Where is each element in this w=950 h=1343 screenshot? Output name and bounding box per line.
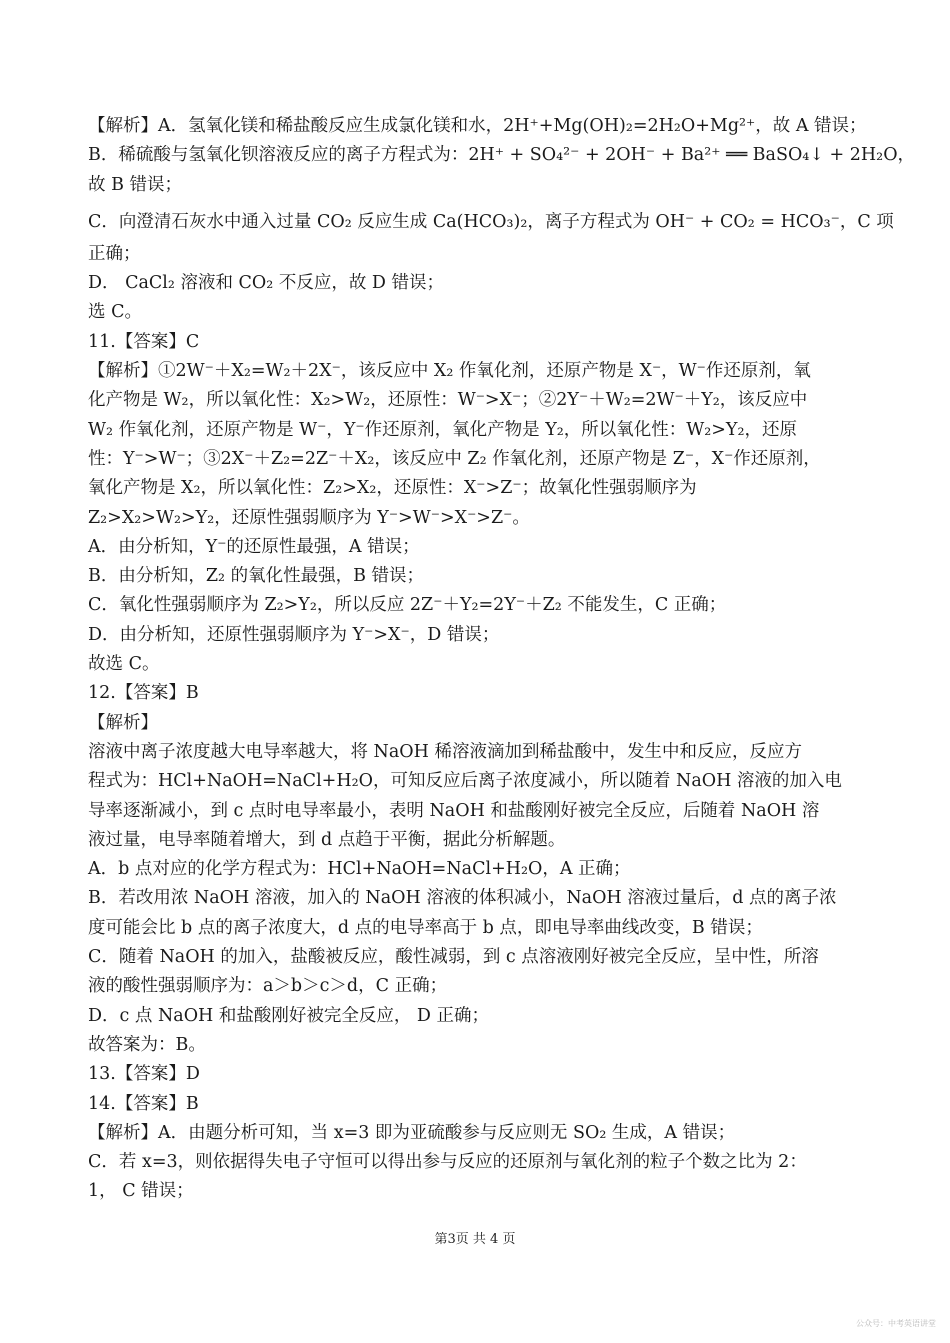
question-answer-heading: 12.【答案】B — [88, 683, 199, 704]
text-line: C．若 x=3，则依据得失电子守恒可以得出参与反应的还原剂与氧化剂的粒子个数之比为 2： — [88, 1152, 807, 1173]
watermark: 公众号：中考英语讲堂 — [856, 1319, 936, 1328]
text-line: 正确； — [88, 243, 141, 264]
text-line: 选 C。 — [88, 302, 142, 323]
text-line: 液的酸性强弱顺序为：a＞b＞c＞d，C 正确； — [88, 976, 448, 997]
question-answer-heading: 13.【答案】D — [88, 1064, 200, 1085]
text-line: W₂ 作氧化剂，还原产物是 W⁻，Y⁻作还原剂，氧化产物是 Y₂，所以氧化性：W₂>Y₂，还原 — [88, 419, 798, 440]
text-line: 氧化产物是 X₂，所以氧化性：Z₂>X₂，还原性：X⁻>Z⁻；故氧化性强弱顺序为 — [88, 478, 697, 499]
page-number-footer: 第3页 共 4 页 — [434, 1232, 516, 1247]
text-line: C．随着 NaOH 的加入，盐酸被反应，酸性减弱，到 c 点溶液刚好被完全反应，呈中性，所溶 — [88, 947, 819, 968]
question-answer-heading: 11.【答案】C — [88, 331, 200, 352]
text-line: 程式为：HCl+NaOH=NaCl+H₂O，可知反应后离子浓度减小，所以随着 NaOH 溶液的加入电 — [88, 771, 842, 792]
text-line: D．c 点 NaOH 和盐酸刚好被完全反应， D 正确； — [88, 1005, 490, 1026]
text-line: C．氧化性强弱顺序为 Z₂>Y₂，所以反应 2Z⁻＋Y₂=2Y⁻＋Z₂ 不能发生，C 正确； — [88, 595, 727, 616]
text-line: B．稀硫酸与氢氧化钡溶液反应的离子方程式为：2H⁺ + SO₄²⁻ + 2OH⁻ + Ba²⁺ ══ BaSO₄↓ + 2H₂O， — [88, 145, 916, 166]
text-line: 故 B 错误； — [88, 174, 182, 195]
question-answer-heading: 14.【答案】B — [88, 1093, 199, 1114]
text-line: 故答案为：B。 — [88, 1034, 206, 1055]
text-line: Z₂>X₂>W₂>Y₂，还原性强弱顺序为 Y⁻>W⁻>X⁻>Z⁻。 — [88, 507, 530, 528]
text-line: 性：Y⁻>W⁻；③2X⁻＋Z₂=2Z⁻＋X₂，该反应中 Z₂ 作氧化剂，还原产物是 Z⁻，X⁻作还原剂， — [88, 448, 821, 469]
text-line: A．由分析知，Y⁻的还原性最强，A 错误； — [88, 536, 420, 557]
text-line: D． CaCl₂ 溶液和 CO₂ 不反应，故 D 错误； — [88, 273, 445, 294]
text-line: 导率逐渐减小，到 c 点时电导率最小，表明 NaOH 和盐酸刚好被完全反应，后随着 NaOH 溶 — [88, 800, 820, 821]
text-line: 【解析】①2W⁻＋X₂=W₂＋2X⁻，该反应中 X₂ 作氧化剂，还原产物是 X⁻，W⁻作还原剂，氧 — [88, 361, 811, 382]
text-line: 1， C 错误； — [88, 1181, 194, 1202]
answer-content — [88, 112, 916, 1207]
text-line: 度可能会比 b 点的离子浓度大，d 点的电导率高于 b 点，即电导率曲线改变，B 错误； — [88, 917, 763, 938]
text-line: 化产物是 W₂，所以氧化性：X₂>W₂，还原性：W⁻>X⁻；②2Y⁻＋W₂=2W⁻＋Y₂，该反应中 — [88, 390, 808, 411]
text-line: 【解析】 — [88, 712, 158, 733]
text-line: 【解析】A．氢氧化镁和稀盐酸反应生成氯化镁和水，2H⁺+Mg(OH)₂=2H₂O+Mg²⁺，故 A 错误； — [88, 116, 867, 136]
text-line: 【解析】A．由题分析可知，当 x=3 即为亚硫酸参与反应则无 SO₂ 生成，A 错误； — [88, 1122, 736, 1143]
text-line: C．向澄清石灰水中通入过量 CO₂ 反应生成 Ca(HCO₃)₂，离子方程式为 OH⁻ + CO₂ = HCO₃⁻，C 项 — [88, 211, 894, 232]
text-line: B．若改用浓 NaOH 溶液，加入的 NaOH 溶液的体积减小，NaOH 溶液过量后，d 点的离子浓 — [88, 888, 837, 909]
text-line: 溶液中离子浓度越大电导率越大，将 NaOH 稀溶液滴加到稀盐酸中，发生中和反应，反应方 — [88, 741, 802, 762]
text-line: D．由分析知，还原性强弱顺序为 Y⁻>X⁻，D 错误； — [88, 624, 500, 645]
text-line: 液过量，电导率随着增大，到 d 点趋于平衡，据此分析解题。 — [88, 829, 566, 850]
text-line: A．b 点对应的化学方程式为：HCl+NaOH=NaCl+H₂O，A 正确； — [88, 859, 631, 880]
text-line: 故选 C。 — [88, 654, 160, 675]
text-line: B．由分析知，Z₂ 的氧化性最强，B 错误； — [88, 566, 425, 587]
